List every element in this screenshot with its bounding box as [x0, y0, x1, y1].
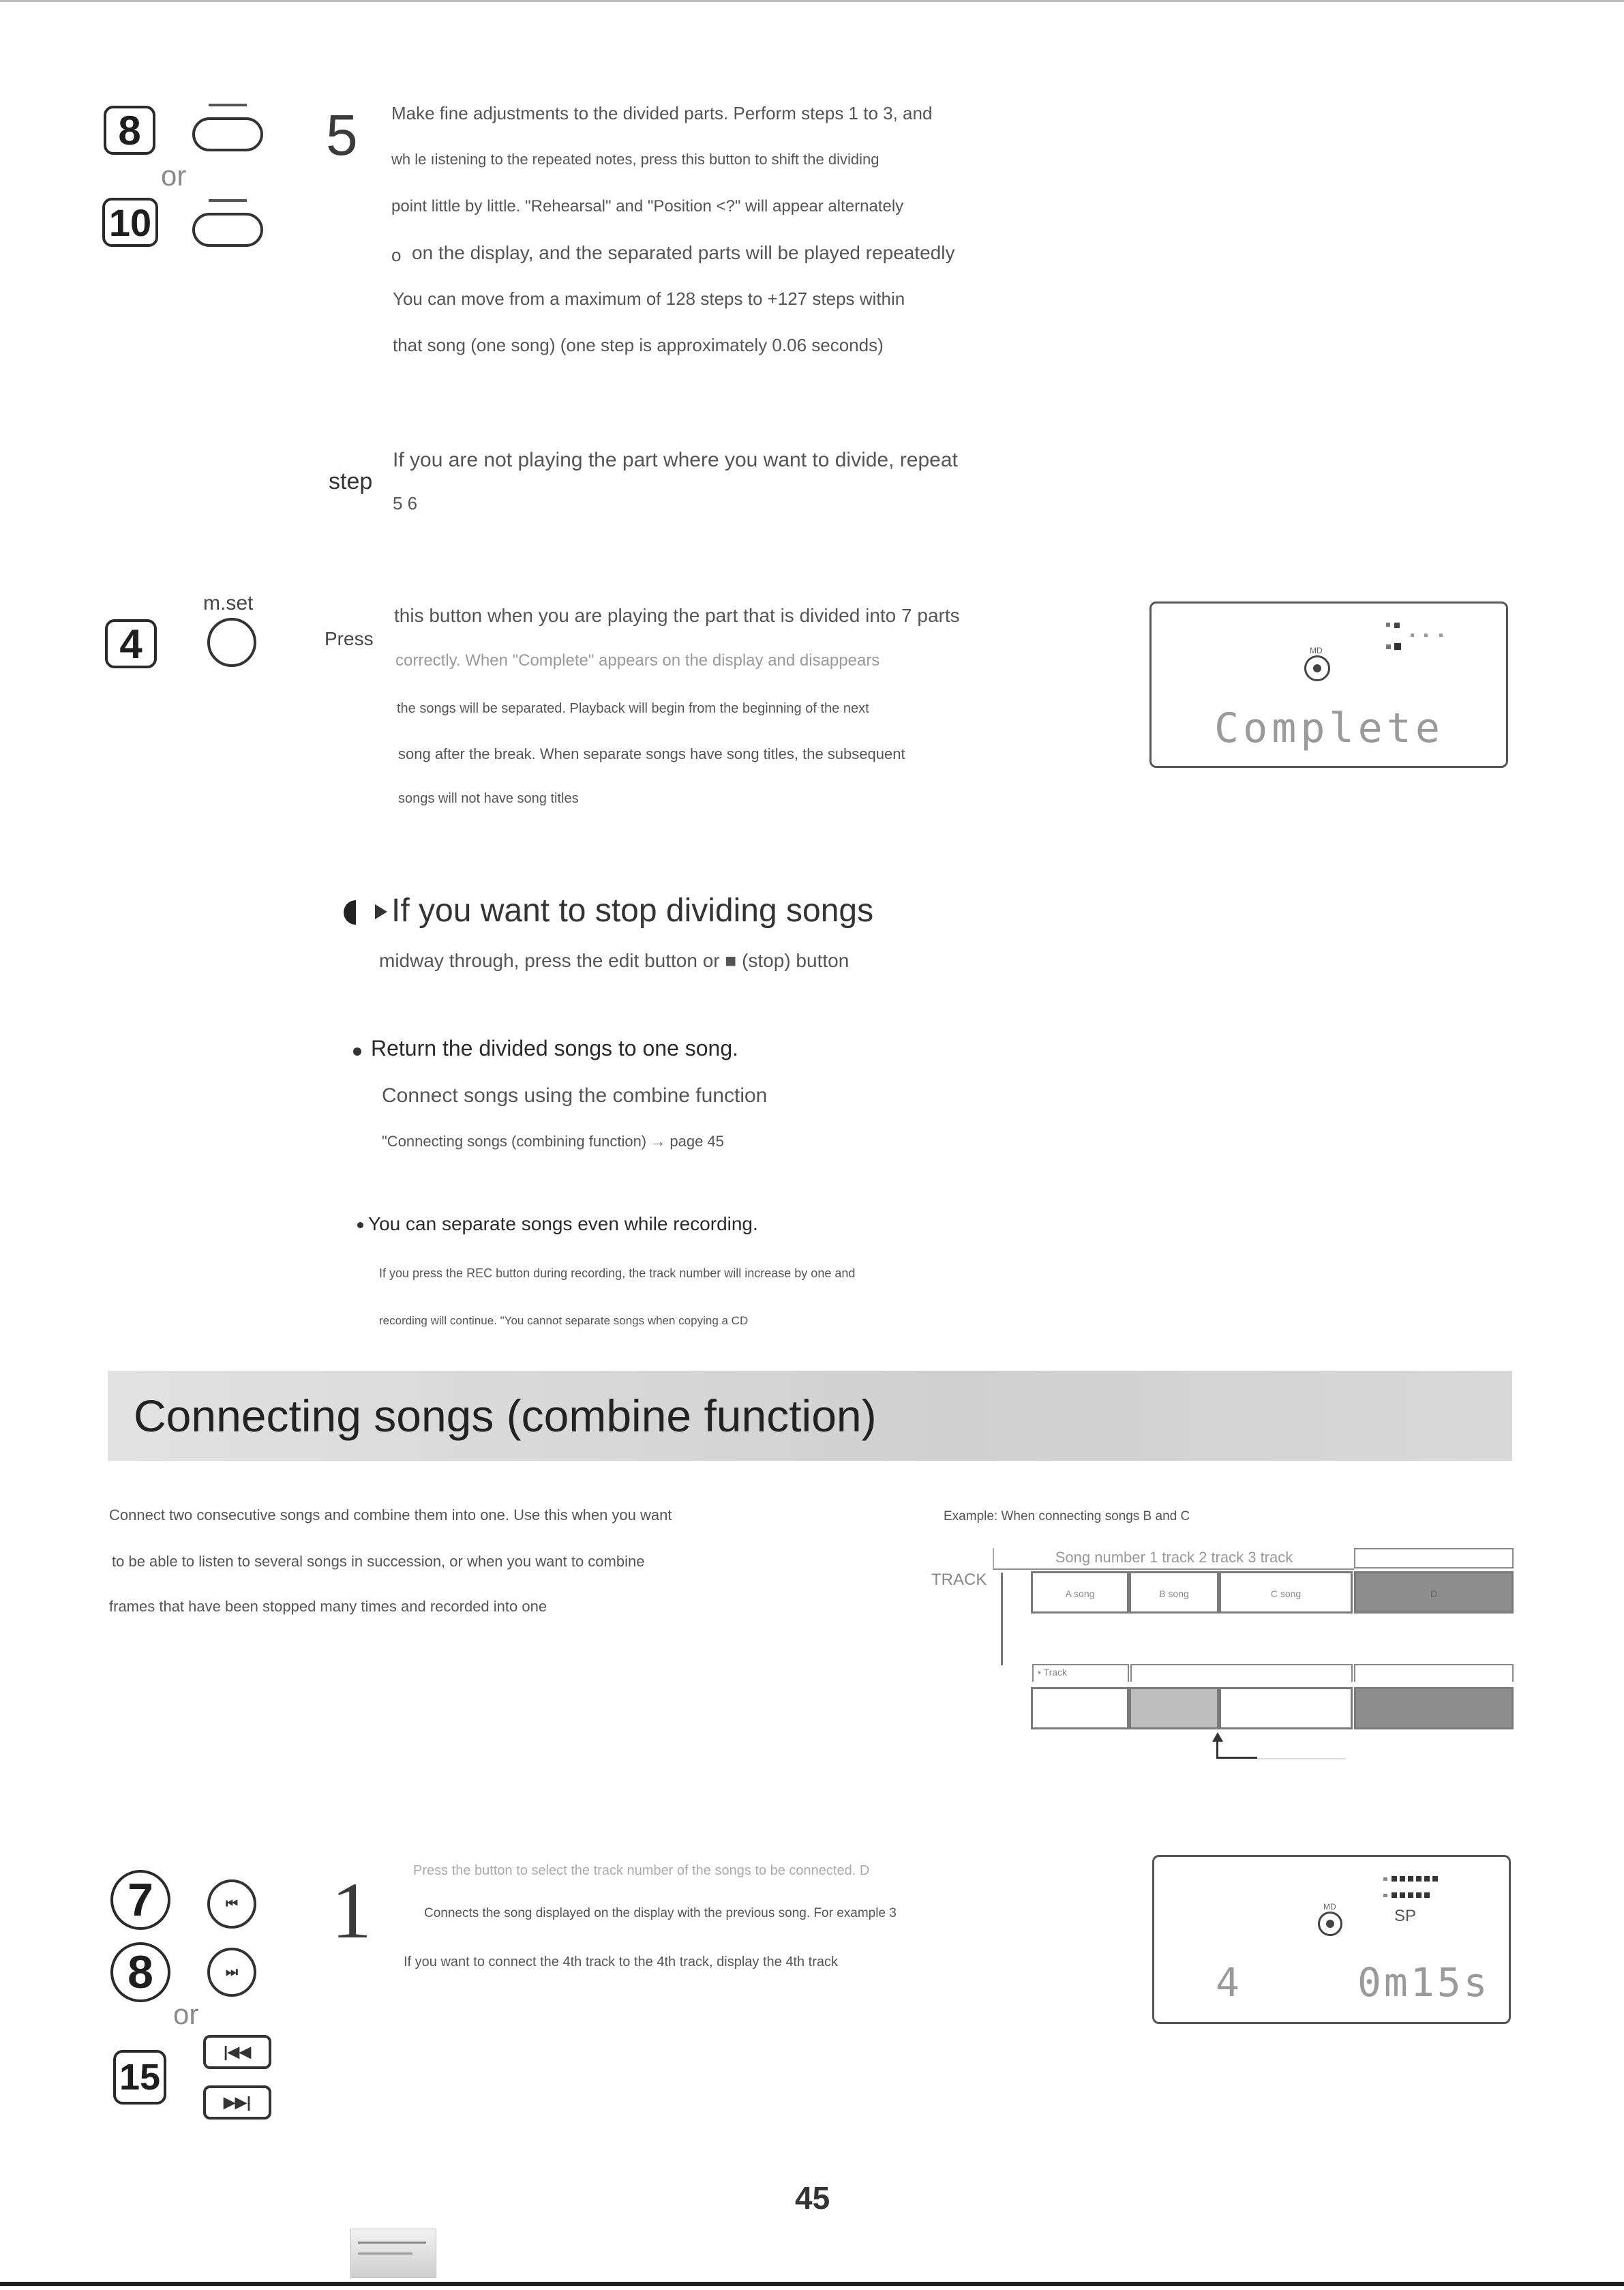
- md-disc-label: MD: [1323, 1902, 1336, 1912]
- step1-line-3: If you want to connect the 4th track to the 4th track, display the 4th track: [404, 1954, 839, 1969]
- track-label: TRACK: [931, 1571, 987, 1589]
- triangle-arrow-icon: [375, 904, 387, 919]
- step1-line-1: Press the button to select the track number of the songs to be connected. D: [413, 1863, 870, 1878]
- return-line-1: Connect songs using the combine function: [382, 1084, 768, 1107]
- oval-button-icon: [192, 213, 263, 247]
- remote-key-10: 10: [102, 198, 158, 247]
- remote-key-15: 15: [113, 2050, 166, 2105]
- bullet-dot: [357, 1222, 363, 1228]
- track-cell-4: [1354, 1687, 1514, 1729]
- step5-bullet: o: [391, 245, 402, 265]
- or-label: or: [173, 1998, 199, 2030]
- section-title: Connecting songs (combine function): [134, 1391, 877, 1441]
- remote-key-7: 7: [110, 1870, 170, 1930]
- md-disc-label: MD: [1310, 646, 1323, 655]
- step5-line-4: on the display, and the separated parts will be played repeatedly: [412, 242, 955, 263]
- lcd-track-number: 4: [1216, 1959, 1244, 2006]
- step4-line-4: song after the break. When separate songs have song titles, the subsequent: [398, 745, 905, 762]
- step4-line-5: songs will not have song titles: [398, 791, 579, 806]
- oval-button-icon: [192, 117, 263, 151]
- row2-header: • Track: [1032, 1664, 1129, 1682]
- step5-line-1: Make fine adjustments to the divided parts. Perform steps 1 to 3, and: [391, 103, 933, 123]
- lcd-display-track: [1152, 1855, 1511, 2024]
- recording-line-1: If you press the REC button during recording, the track number will increase by one and: [379, 1266, 856, 1280]
- recording-heading: You can separate songs even while recording.: [368, 1213, 758, 1234]
- bottom-border: [0, 2282, 1624, 2286]
- step-number: 5: [326, 103, 358, 167]
- bullet-dot: [353, 1047, 361, 1056]
- step-number: 1: [331, 1866, 372, 1955]
- arrow-line-faint: [1257, 1758, 1346, 1759]
- song-cell-b: B song: [1129, 1571, 1219, 1614]
- step4-line-1: this button when you are playing the part that is divided into 7 parts: [394, 605, 960, 626]
- oval-button-dash: [209, 104, 247, 106]
- press-label: Press: [325, 628, 374, 649]
- lcd-time: 0m15s: [1357, 1959, 1490, 2006]
- prev-track-button-icon: |◀◀: [203, 2035, 271, 2069]
- round-button-icon: [207, 618, 256, 667]
- lcd-level-dots: [1377, 623, 1458, 657]
- page-number: 45: [795, 2180, 830, 2216]
- lcd-mode: SP: [1394, 1907, 1417, 1925]
- track-bracket: [1001, 1573, 1003, 1665]
- oval-button-arrow: [209, 199, 247, 202]
- intro-line-1: Connect two consecutive songs and combine them into one. Use this when you want: [109, 1506, 672, 1523]
- track-cell-1: [1031, 1687, 1129, 1729]
- recording-line-2: recording will continue. "You cannot separate songs when copying a CD: [379, 1314, 749, 1327]
- or-label: or: [161, 160, 187, 192]
- top-border: [0, 0, 1624, 2]
- header-row: [993, 1548, 1354, 1570]
- return-line-2: "Connecting songs (combining function) → page 45: [382, 1133, 724, 1150]
- footer-logo: [350, 2229, 436, 2278]
- stop-heading: If you want to stop dividing songs: [391, 893, 874, 929]
- step-label: step: [329, 469, 373, 494]
- header-cell-d: [1354, 1548, 1514, 1568]
- step4-line-3: the songs will be separated. Playback will begin from the beginning of the next: [397, 701, 869, 716]
- stop-text: midway through, press the edit button or ■ (stop) button: [379, 950, 849, 971]
- step5-line-6: that song (one song) (one step is approximately 0.06 seconds): [393, 335, 884, 355]
- song-cell-a: A song: [1031, 1571, 1129, 1614]
- track-cell-2: [1129, 1687, 1219, 1729]
- intro-line-3: frames that have been stopped many times and recorded into one: [109, 1598, 547, 1615]
- md-disc-icon: [1304, 655, 1330, 681]
- arrow-stem: [1216, 1740, 1218, 1758]
- return-heading: Return the divided songs to one song.: [371, 1036, 739, 1060]
- skip-back-button-icon: ⏮: [207, 1879, 256, 1929]
- remote-key-8: 8: [110, 1942, 170, 2002]
- lcd-display-complete: [1149, 601, 1508, 768]
- remote-key-4: 4: [105, 619, 157, 668]
- arrow-line: [1216, 1757, 1257, 1759]
- example-caption: Example: When connecting songs B and C: [944, 1509, 1190, 1523]
- half-circle-icon: [344, 900, 356, 925]
- intro-line-2: to be able to listen to several songs in succession, or when you want to combine: [112, 1553, 645, 1570]
- step4-line-2: correctly. When "Complete" appears on the display and disappears: [395, 651, 880, 670]
- step5-line-2: wh le ıistening to the repeated notes, press this button to shift the dividing: [391, 151, 879, 168]
- step1-line-2: Connects the song displayed on the display with the previous song. For example 3: [424, 1906, 897, 1920]
- song-cell-d: D: [1354, 1571, 1514, 1614]
- track-cell-3: [1219, 1687, 1353, 1729]
- lcd-complete-text: Complete: [1214, 704, 1444, 752]
- repeat-note-line-2: 5 6: [393, 493, 418, 514]
- repeat-note-line-1: If you are not playing the part where you want to divide, repeat: [393, 449, 958, 471]
- lcd-level-bars: [1383, 1875, 1465, 1902]
- mset-label: m.set: [203, 592, 254, 614]
- header-row-text: Song number 1 track 2 track 3 track: [1055, 1549, 1293, 1566]
- md-disc-icon: [1318, 1912, 1342, 1936]
- step5-line-5: You can move from a maximum of 128 steps to +127 steps within: [393, 288, 905, 309]
- remote-key-8: 8: [104, 106, 155, 155]
- row2-header-mid: [1130, 1664, 1353, 1682]
- step5-line-3: point little by little. "Rehearsal" and "Position <?" will appear alternately: [391, 197, 904, 215]
- next-track-button-icon: ▶▶|: [203, 2085, 271, 2120]
- row2-header-d: [1354, 1664, 1514, 1682]
- song-cell-c: C song: [1219, 1571, 1353, 1614]
- skip-forward-button-icon: ⏭: [207, 1948, 256, 1997]
